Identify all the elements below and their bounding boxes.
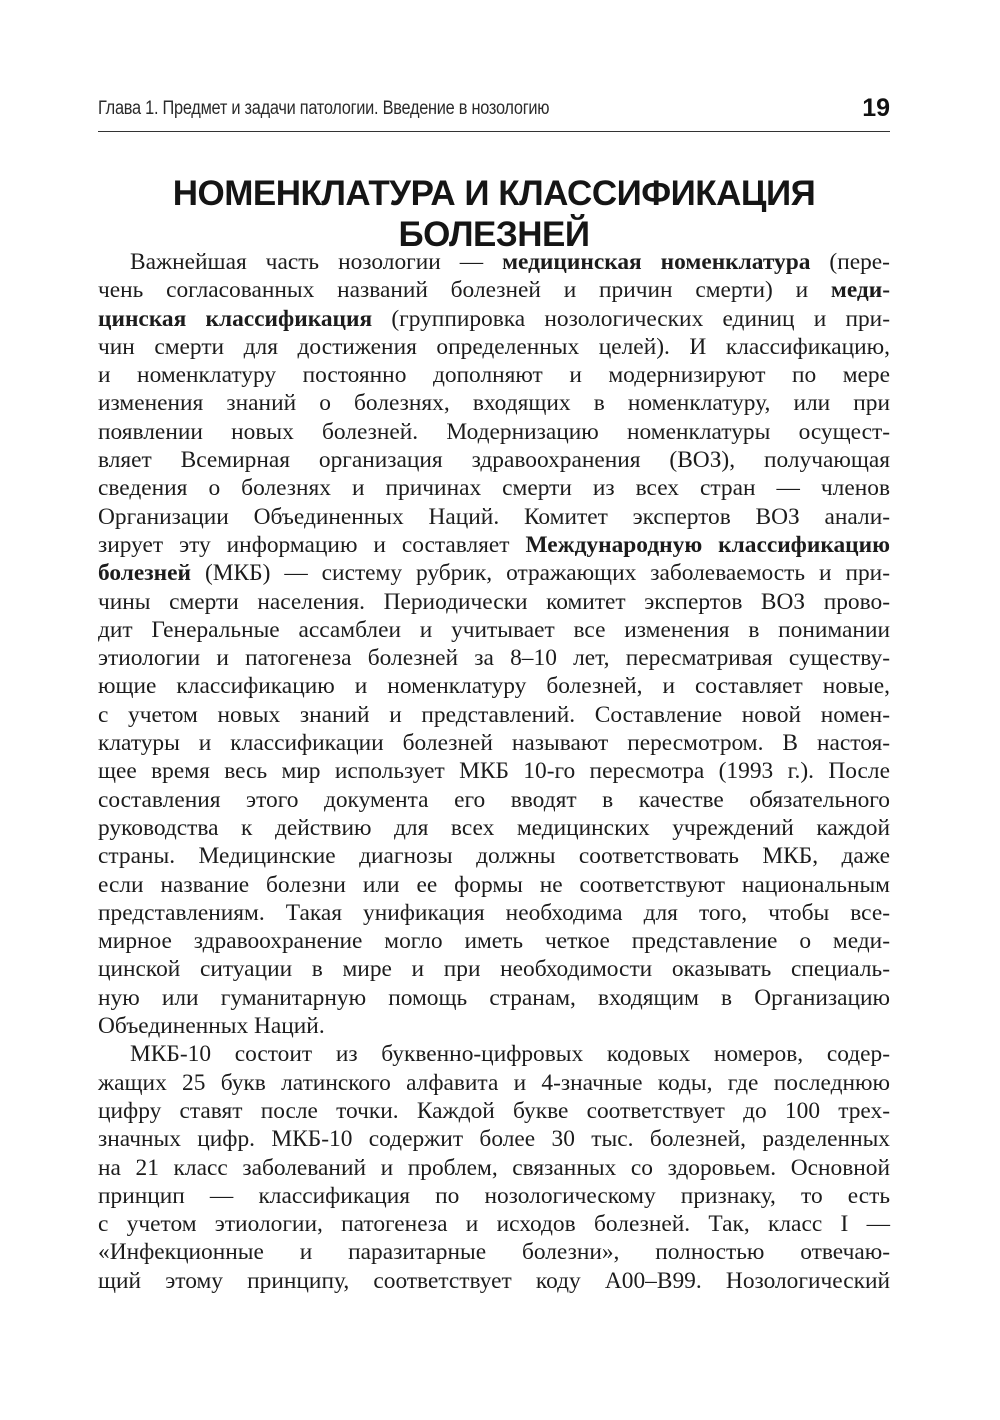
text-line: с учетом новых знаний и представлений. Составление новой номен- [98, 701, 890, 728]
text-line: дит Генеральные ассамблеи и учитывает все изменения в понимании [98, 616, 890, 643]
text-line: жащих 25 букв латинского алфавита и 4-значные коды, где последнюю [98, 1069, 890, 1096]
text-line: руководства к действию для всех медицинских учреждений каждой [98, 814, 890, 841]
text-line: страны. Медицинские диагнозы должны соответствовать МКБ, даже [98, 843, 890, 870]
text-line: изменения знаний о болезнях, входящих в номенклатуру, или при [98, 390, 890, 417]
text-line: «Инфекционные и паразитарные болезни», полностью отвечаю- [98, 1239, 890, 1266]
term-icd-part2: болезней [98, 560, 192, 587]
text-line: вляет Всемирная организация здравоохранения (ВОЗ), получающая [98, 447, 890, 474]
text-line: МКБ-10 состоит из буквенно-цифровых кодовых номеров, содер- [130, 1041, 890, 1068]
text-line: этиологии и патогенеза болезней за 8–10 лет, пересматривая существу- [98, 645, 890, 672]
text-line: и номенклатуру постоянно дополняют и модернизируют по мере [98, 362, 890, 389]
text-line: Важнейшая часть нозологии — медицинская номенклатура (пере- [130, 249, 890, 275]
running-title: Глава 1. Предмет и задачи патологии. Введение в нозологию [98, 98, 550, 119]
body-text [98, 248, 890, 1295]
page-number: 19 [862, 94, 890, 122]
text-line: с учетом этиологии, патогенеза и исходов болезней. Так, класс I — [98, 1211, 890, 1238]
text-line: составления этого документа его вводят в качестве обязательного [98, 786, 890, 813]
text-line: болезней (МКБ) — систему рубрик, отражающих заболеваемость и при- [98, 560, 890, 587]
text-line: если название болезни или ее формы не соответствуют национальным [98, 871, 890, 898]
text-line: цифру ставят после точки. Каждой букве соответствует до 100 трех- [98, 1097, 890, 1124]
text-line: щее время весь мир использует МКБ 10-го пересмотра (1993 г.). После [98, 758, 890, 785]
text-line: на 21 класс заболеваний и проблем, связанных со здоровьем. Основной [98, 1154, 890, 1181]
term-medical-nomenclature: медицинская номенклатура [502, 249, 811, 275]
text-line: Организации Объединенных Наций. Комитет экспертов ВОЗ анали- [98, 503, 890, 530]
text-line: Объединенных Наций. [98, 1013, 325, 1040]
text-line: клатуры и классификации болезней называют пересмотром. В настоя- [98, 730, 890, 757]
section-heading-line-2: БОЛЕЗНЕЙ [398, 215, 590, 255]
text-line: чень согласованных названий болезней и причин смерти) и меди- [98, 277, 890, 304]
text-line: представлениям. Такая унификация необходима для того, чтобы все- [98, 899, 890, 926]
text-line: ющие классификацию и номенклатуру болезней, и составляет новые, [98, 673, 890, 700]
term-medical-classification-part1: меди- [830, 277, 890, 304]
text-line: цинской ситуации в мире и при необходимости оказывать специаль- [98, 956, 890, 983]
text-line: появлении новых болезней. Модернизацию номенклатуры осущест- [98, 418, 890, 445]
term-medical-classification-part2: цинская классификация [98, 305, 373, 332]
text-line: принцип — классификация по нозологическому признаку, то есть [98, 1182, 890, 1209]
text-line: чин смерти для достижения определенных целей). И классификацию, [98, 333, 890, 360]
text-line: щий этому принципу, соответствует коду A00–B99. Нозологический [98, 1267, 890, 1294]
text-line: мирное здравоохранение могло иметь четкое представление о меди- [98, 928, 890, 955]
section-heading-line-1: НОМЕНКЛАТУРА И КЛАССИФИКАЦИЯ [172, 174, 816, 214]
header-rule [98, 131, 890, 132]
section-heading [98, 173, 890, 255]
text-line: значных цифр. МКБ-10 содержит более 30 тыс. болезней, разделенных [98, 1126, 890, 1153]
term-icd-part1: Международную классификацию [525, 531, 890, 558]
text-line: чины смерти населения. Периодически комитет экспертов ВОЗ прово- [98, 588, 890, 615]
text-line: зирует эту информацию и составляет Международную классификацию [98, 531, 890, 558]
text-line: сведения о болезнях и причинах смерти из всех стран — членов [98, 475, 890, 502]
running-head [98, 92, 890, 128]
text-line: цинская классификация (группировка нозологических единиц и при- [98, 305, 890, 332]
text-line: ную или гуманитарную помощь странам, входящим в Организацию [98, 984, 890, 1011]
